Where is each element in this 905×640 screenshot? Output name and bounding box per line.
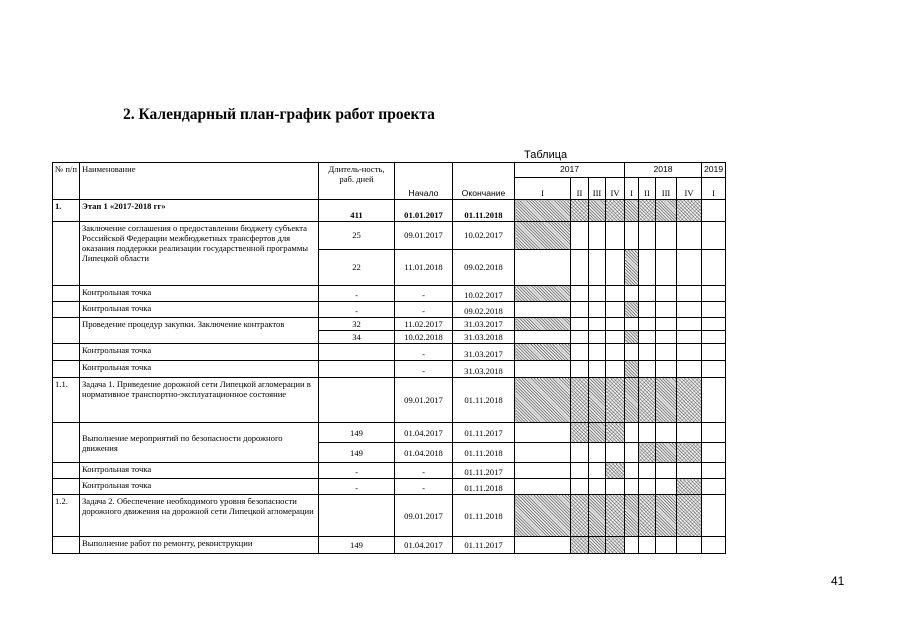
gantt-cell-2018-1-active: [625, 495, 639, 537]
table-row: [53, 318, 726, 331]
row-duration: 149: [319, 537, 395, 554]
row-name: Проведение процедур закупки. Заключение контрактов: [80, 318, 319, 344]
gantt-cell-2018-4-active: [677, 479, 702, 495]
gantt-cell-2018-2: [639, 344, 656, 361]
gantt-cell-2018-4: [677, 331, 702, 344]
gantt-cell-2018-4-active: [677, 443, 702, 463]
gantt-cell-2017-2-active: [571, 423, 589, 443]
gantt-cell-2018-1-active: [625, 250, 639, 286]
row-num: [53, 463, 80, 479]
header-row-years: [53, 163, 726, 178]
gantt-cell-2018-2-active: [639, 495, 656, 537]
gantt-cell-2018-4: [677, 423, 702, 443]
row-start: -: [395, 361, 453, 378]
header-num: № п/п: [53, 163, 80, 200]
gantt-cell-2018-2: [639, 423, 656, 443]
gantt-cell-2017-4: [606, 344, 625, 361]
row-name: Заключение соглашения о предоставлении бюджету субъекта Российской Федерации межбюджетных трансфертов для оказания поддержки реализации государственной программы Липецкой области: [80, 222, 319, 286]
gantt-cell-2017-4: [606, 250, 625, 286]
gantt-cell-2017-4: [606, 331, 625, 344]
gantt-cell-2017-3: [589, 479, 606, 495]
gantt-cell-2018-1-active: [625, 331, 639, 344]
row-start: -: [395, 344, 453, 361]
row-name: Выполнение работ по ремонту, реконструкции: [80, 537, 319, 554]
row-duration: 22: [319, 250, 395, 286]
row-name: Контрольная точка: [80, 463, 319, 479]
gantt-cell-2018-1-active: [625, 378, 639, 423]
gantt-cell-2017-4: [606, 222, 625, 250]
gantt-cell-2018-2: [639, 479, 656, 495]
gantt-cell-2017-3: [589, 344, 606, 361]
gantt-cell-2017-2: [571, 344, 589, 361]
gantt-cell-2018-4: [677, 537, 702, 554]
gantt-cell-2017-1-active: [515, 344, 571, 361]
header-q-2017-1: I: [515, 178, 571, 200]
row-start: 09.01.2017: [395, 495, 453, 537]
row-start: 01.04.2017: [395, 537, 453, 554]
gantt-cell-2017-2: [571, 479, 589, 495]
row-duration: 411: [319, 200, 395, 222]
gantt-cell-2017-2: [571, 331, 589, 344]
header-q-2018-1: I: [625, 178, 639, 200]
gantt-cell-2017-3: [589, 463, 606, 479]
gantt-cell-2018-3: [656, 331, 677, 344]
gantt-cell-2018-4: [677, 463, 702, 479]
gantt-cell-2019-1: [702, 443, 726, 463]
header-q-2018-4: IV: [677, 178, 702, 200]
row-duration: [319, 361, 395, 378]
gantt-cell-2018-3: [656, 361, 677, 378]
header-q-2018-3: III: [656, 178, 677, 200]
gantt-cell-2017-4: [606, 286, 625, 302]
row-num: [53, 302, 80, 318]
row-start: 01.01.2017: [395, 200, 453, 222]
gantt-cell-2018-2: [639, 331, 656, 344]
row-duration: -: [319, 286, 395, 302]
header-q-2018-2: II: [639, 178, 656, 200]
header-year-2017: 2017: [515, 163, 625, 178]
gantt-cell-2017-1: [515, 361, 571, 378]
gantt-cell-2017-4-active: [606, 495, 625, 537]
row-num: 1.1.: [53, 378, 80, 423]
section-heading: 2. Календарный план-график работ проекта: [123, 106, 435, 123]
gantt-cell-2018-3: [656, 302, 677, 318]
row-name: Контрольная точка: [80, 286, 319, 302]
row-end: 09.02.2018: [453, 302, 515, 318]
gantt-cell-2019-1: [702, 344, 726, 361]
row-end: 10.02.2017: [453, 286, 515, 302]
row-start: -: [395, 479, 453, 495]
gantt-cell-2017-2-active: [571, 495, 589, 537]
gantt-cell-2018-1-active: [625, 302, 639, 318]
gantt-cell-2019-1: [702, 463, 726, 479]
gantt-cell-2018-1: [625, 463, 639, 479]
gantt-cell-2017-3-active: [589, 423, 606, 443]
gantt-cell-2017-4-active: [606, 378, 625, 423]
gantt-cell-2017-4-active: [606, 200, 625, 222]
gantt-cell-2019-1: [702, 250, 726, 286]
gantt-cell-2019-1: [702, 361, 726, 378]
row-num: [53, 222, 80, 286]
table-caption: Таблица: [524, 149, 568, 161]
gantt-cell-2018-2-active: [639, 200, 656, 222]
gantt-cell-2017-2: [571, 463, 589, 479]
row-end: 01.11.2018: [453, 479, 515, 495]
gantt-cell-2018-3: [656, 537, 677, 554]
row-duration: 25: [319, 222, 395, 250]
gantt-cell-2018-4: [677, 222, 702, 250]
row-duration: -: [319, 302, 395, 318]
gantt-cell-2017-1: [515, 537, 571, 554]
gantt-cell-2017-2: [571, 318, 589, 331]
row-end: 31.03.2018: [453, 331, 515, 344]
row-start: 09.01.2017: [395, 378, 453, 423]
gantt-cell-2017-4: [606, 302, 625, 318]
gantt-cell-2019-1: [702, 479, 726, 495]
gantt-cell-2017-1-active: [515, 286, 571, 302]
gantt-cell-2017-4-active: [606, 423, 625, 443]
table-row: [53, 200, 726, 222]
table-row: [53, 479, 726, 495]
table-row: [53, 286, 726, 302]
gantt-cell-2017-3-active: [589, 378, 606, 423]
gantt-cell-2018-1: [625, 537, 639, 554]
row-num: 1.: [53, 200, 80, 222]
table-row: [53, 378, 726, 423]
gantt-cell-2017-4-active: [606, 463, 625, 479]
gantt-cell-2017-1: [515, 250, 571, 286]
row-name: Контрольная точка: [80, 302, 319, 318]
row-name: Задача 1. Приведение дорожной сети Липецкой агломерации в нормативное транспортно-эксплуатационное состояние: [80, 378, 319, 423]
row-start: 11.02.2017: [395, 318, 453, 331]
gantt-cell-2017-1-active: [515, 200, 571, 222]
gantt-cell-2018-2: [639, 286, 656, 302]
gantt-cell-2018-1: [625, 222, 639, 250]
table-row: [53, 463, 726, 479]
row-num: [53, 318, 80, 344]
gantt-cell-2017-1: [515, 463, 571, 479]
table-row: [53, 537, 726, 554]
row-end: 01.11.2018: [453, 443, 515, 463]
gantt-cell-2018-2-active: [639, 378, 656, 423]
gantt-cell-2017-1: [515, 443, 571, 463]
row-end: 01.11.2017: [453, 423, 515, 443]
gantt-cell-2017-4: [606, 318, 625, 331]
table-row: [53, 302, 726, 318]
gantt-cell-2018-2: [639, 250, 656, 286]
gantt-cell-2017-4: [606, 479, 625, 495]
row-name: Контрольная точка: [80, 361, 319, 378]
gantt-cell-2017-1: [515, 423, 571, 443]
gantt-cell-2017-1-active: [515, 222, 571, 250]
header-q-2019-1: I: [702, 178, 726, 200]
gantt-cell-2018-3: [656, 479, 677, 495]
table-row: [53, 423, 726, 443]
gantt-cell-2017-3: [589, 250, 606, 286]
row-name: Задача 2. Обеспечение необходимого уровня безопасности дорожного движения на дорожной сети Липецкой агломерации: [80, 495, 319, 537]
schedule-table: [52, 162, 726, 554]
table-row: [53, 222, 726, 250]
row-name: Контрольная точка: [80, 344, 319, 361]
gantt-cell-2017-3: [589, 318, 606, 331]
row-num: [53, 423, 80, 463]
row-num: 1.2.: [53, 495, 80, 537]
gantt-cell-2018-3-active: [656, 200, 677, 222]
gantt-cell-2017-3: [589, 286, 606, 302]
gantt-cell-2017-2-active: [571, 537, 589, 554]
row-start: 01.04.2017: [395, 423, 453, 443]
row-end: 01.11.2017: [453, 537, 515, 554]
gantt-cell-2018-4-active: [677, 378, 702, 423]
row-start: -: [395, 286, 453, 302]
gantt-cell-2017-1: [515, 302, 571, 318]
gantt-cell-2019-1: [702, 286, 726, 302]
gantt-cell-2019-1: [702, 318, 726, 331]
gantt-cell-2018-3: [656, 423, 677, 443]
gantt-cell-2018-2: [639, 302, 656, 318]
gantt-cell-2018-3-active: [656, 378, 677, 423]
header-start: Начало: [395, 163, 453, 200]
header-q-2017-4: IV: [606, 178, 625, 200]
gantt-cell-2018-1-active: [625, 200, 639, 222]
row-end: 01.11.2017: [453, 463, 515, 479]
gantt-cell-2018-3-active: [656, 443, 677, 463]
header-q-2017-2: II: [571, 178, 589, 200]
row-duration: [319, 495, 395, 537]
gantt-cell-2018-1: [625, 318, 639, 331]
gantt-cell-2018-1: [625, 286, 639, 302]
gantt-cell-2019-1: [702, 537, 726, 554]
gantt-cell-2017-3: [589, 302, 606, 318]
table-row: [53, 344, 726, 361]
gantt-cell-2017-1: [515, 331, 571, 344]
row-end: 10.02.2017: [453, 222, 515, 250]
row-duration: [319, 378, 395, 423]
gantt-cell-2017-2: [571, 361, 589, 378]
row-name: Этап 1 «2017-2018 гг»: [80, 200, 319, 222]
gantt-cell-2018-1-active: [625, 361, 639, 378]
gantt-cell-2018-4: [677, 344, 702, 361]
gantt-cell-2019-1: [702, 302, 726, 318]
gantt-cell-2019-1: [702, 423, 726, 443]
gantt-cell-2018-2: [639, 537, 656, 554]
row-num: [53, 286, 80, 302]
gantt-cell-2017-3-active: [589, 200, 606, 222]
gantt-cell-2018-4: [677, 361, 702, 378]
row-start: 09.01.2017: [395, 222, 453, 250]
gantt-cell-2017-1-active: [515, 378, 571, 423]
gantt-cell-2019-1: [702, 200, 726, 222]
row-end: 31.03.2017: [453, 344, 515, 361]
header-year-2019: 2019: [702, 163, 726, 178]
gantt-cell-2018-4: [677, 286, 702, 302]
row-end: 31.03.2017: [453, 318, 515, 331]
gantt-cell-2017-2: [571, 286, 589, 302]
gantt-cell-2018-3-active: [656, 495, 677, 537]
gantt-cell-2018-4: [677, 318, 702, 331]
gantt-cell-2018-4-active: [677, 200, 702, 222]
gantt-cell-2018-2: [639, 361, 656, 378]
row-num: [53, 479, 80, 495]
header-q-2017-3: III: [589, 178, 606, 200]
gantt-cell-2018-3: [656, 222, 677, 250]
row-duration: 34: [319, 331, 395, 344]
row-num: [53, 361, 80, 378]
row-start: 10.02.2018: [395, 331, 453, 344]
gantt-cell-2017-3-active: [589, 495, 606, 537]
gantt-cell-2017-2: [571, 302, 589, 318]
gantt-cell-2017-4-active: [606, 537, 625, 554]
gantt-cell-2018-1: [625, 443, 639, 463]
row-duration: 149: [319, 423, 395, 443]
gantt-cell-2017-1-active: [515, 495, 571, 537]
gantt-cell-2017-2-active: [571, 378, 589, 423]
gantt-cell-2017-3-active: [589, 537, 606, 554]
gantt-cell-2017-4: [606, 443, 625, 463]
gantt-cell-2018-3: [656, 286, 677, 302]
header-duration: Длитель-ность, раб. дней: [319, 163, 395, 200]
gantt-cell-2019-1: [702, 378, 726, 423]
row-duration: [319, 344, 395, 361]
gantt-cell-2018-3: [656, 463, 677, 479]
gantt-cell-2018-1: [625, 479, 639, 495]
row-duration: 149: [319, 443, 395, 463]
gantt-cell-2017-2: [571, 443, 589, 463]
row-start: -: [395, 302, 453, 318]
row-start: 01.04.2018: [395, 443, 453, 463]
gantt-cell-2017-4: [606, 361, 625, 378]
gantt-cell-2018-4: [677, 250, 702, 286]
row-end: 31.03.2018: [453, 361, 515, 378]
table-row: [53, 495, 726, 537]
row-num: [53, 537, 80, 554]
gantt-cell-2017-3: [589, 361, 606, 378]
row-name: Выполнение мероприятий по безопасности дорожного движения: [80, 423, 319, 463]
row-end: 01.11.2018: [453, 378, 515, 423]
gantt-cell-2018-3: [656, 318, 677, 331]
gantt-cell-2018-3: [656, 344, 677, 361]
gantt-cell-2017-2: [571, 222, 589, 250]
row-duration: -: [319, 463, 395, 479]
row-duration: 32: [319, 318, 395, 331]
gantt-cell-2018-3: [656, 250, 677, 286]
header-name: Наименование: [80, 163, 319, 200]
gantt-cell-2017-3: [589, 443, 606, 463]
gantt-cell-2019-1: [702, 331, 726, 344]
gantt-cell-2018-2: [639, 318, 656, 331]
gantt-cell-2018-2: [639, 463, 656, 479]
gantt-cell-2018-2-active: [639, 443, 656, 463]
gantt-cell-2018-4: [677, 302, 702, 318]
header-end: Окончание: [453, 163, 515, 200]
gantt-cell-2017-3: [589, 331, 606, 344]
row-num: [53, 344, 80, 361]
row-start: 11.01.2018: [395, 250, 453, 286]
gantt-cell-2018-1: [625, 423, 639, 443]
gantt-cell-2018-1: [625, 344, 639, 361]
row-name: Контрольная точка: [80, 479, 319, 495]
gantt-cell-2019-1: [702, 222, 726, 250]
page-number: 41: [831, 574, 845, 588]
gantt-cell-2017-1: [515, 479, 571, 495]
row-duration: -: [319, 479, 395, 495]
gantt-cell-2017-2-active: [571, 200, 589, 222]
header-year-2018: 2018: [625, 163, 702, 178]
gantt-cell-2017-3: [589, 222, 606, 250]
table-row: [53, 361, 726, 378]
gantt-cell-2018-4-active: [677, 495, 702, 537]
row-start: -: [395, 463, 453, 479]
row-end: 01.11.2018: [453, 495, 515, 537]
gantt-cell-2018-2: [639, 222, 656, 250]
gantt-cell-2019-1: [702, 495, 726, 537]
row-end: 01.11.2018: [453, 200, 515, 222]
gantt-cell-2017-2: [571, 250, 589, 286]
gantt-cell-2017-1-active: [515, 318, 571, 331]
row-end: 09.02.2018: [453, 250, 515, 286]
